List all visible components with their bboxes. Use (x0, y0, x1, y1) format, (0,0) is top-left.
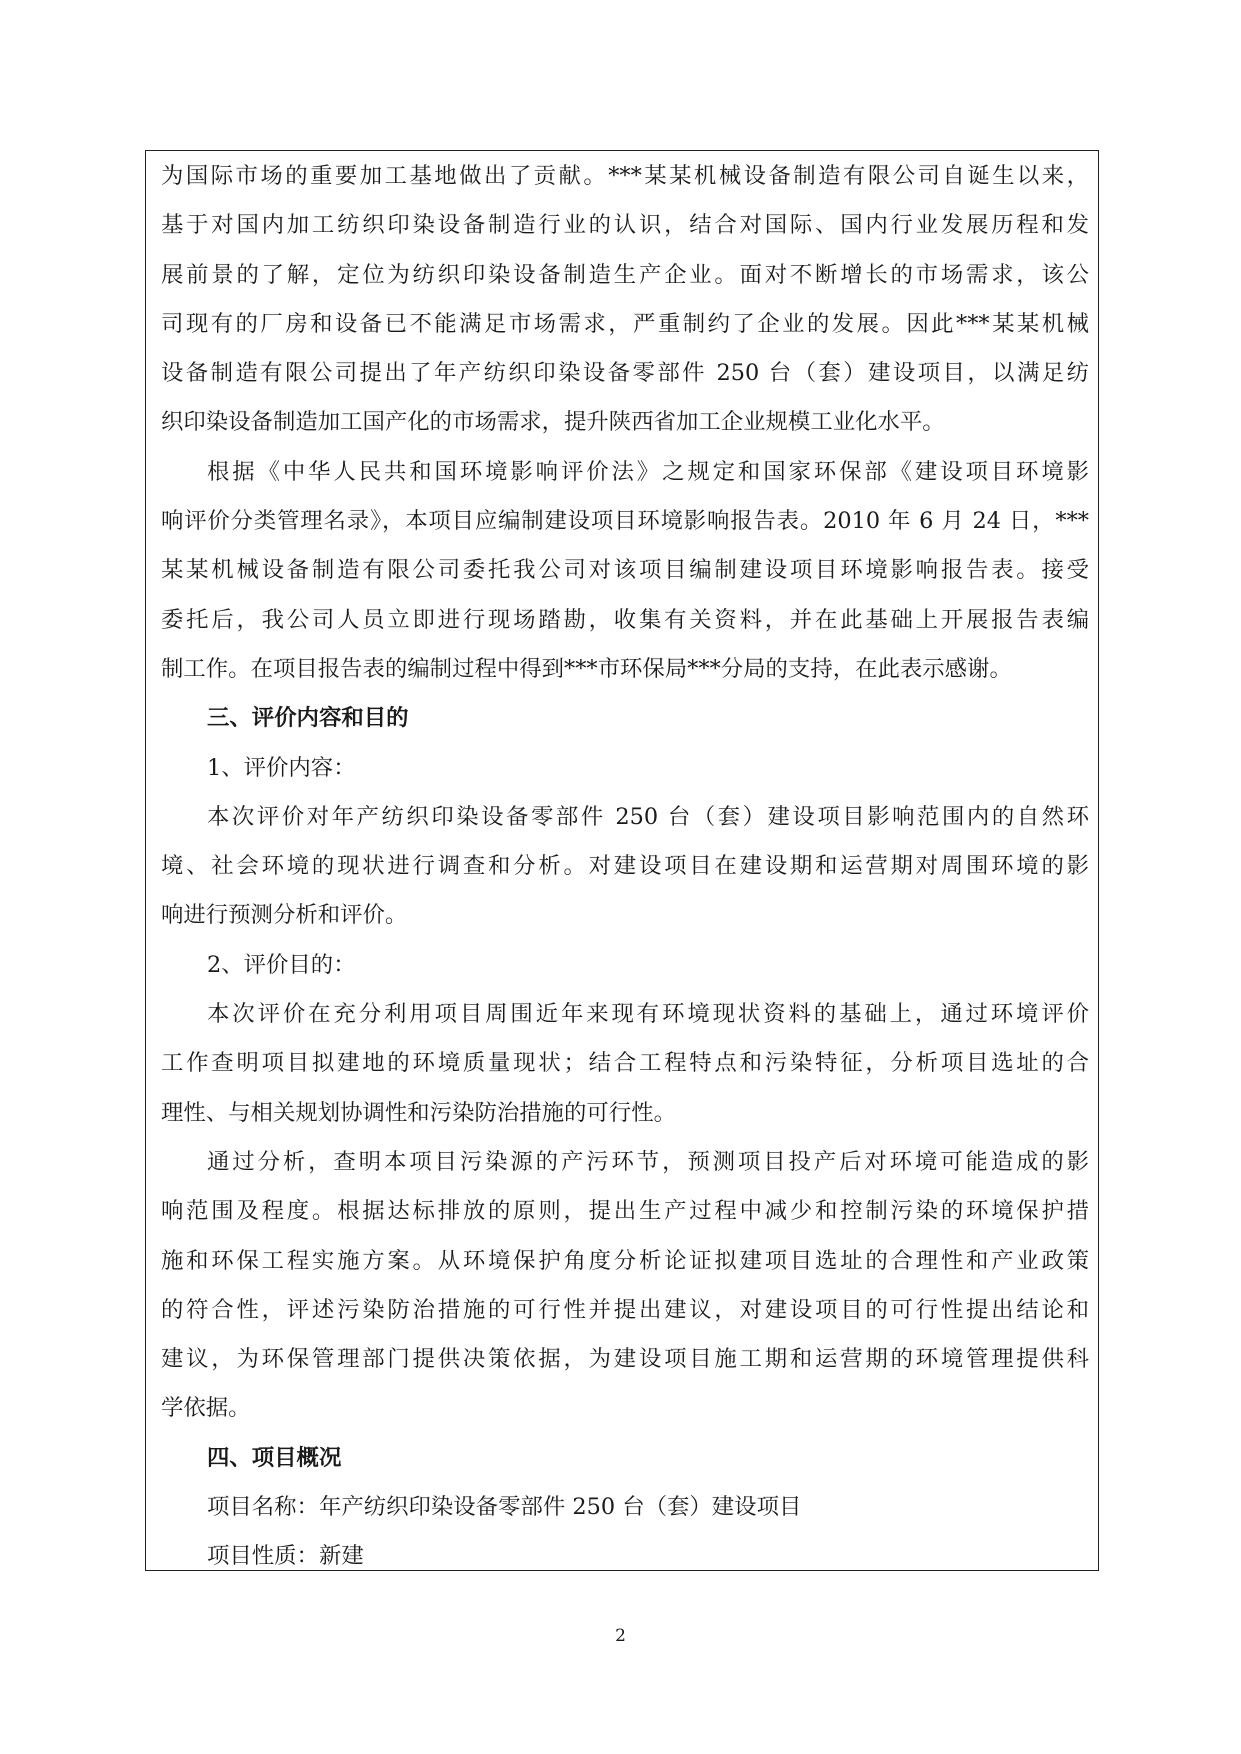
text-line: 通过分析，查明本项目污染源的产污环节，预测项目投产后对环境可能造成的影 (207, 1148, 1089, 1175)
section-heading: 三、评价内容和目的 (207, 705, 409, 732)
text-line: 本次评价在充分利用项目周围近年来现有环境现状资料的基础上，通过环境评价 (207, 1001, 1089, 1028)
text-line: 设备制造有限公司提出了年产纺织印染设备零部件 250 台（套）建设项目，以满足纺 (161, 360, 1089, 387)
text-line: 项目性质：新建 (207, 1543, 364, 1570)
text-line: 本次评价对年产纺织印染设备零部件 250 台（套）建设项目影响范围内的自然环 (207, 803, 1089, 830)
text-line: 委托后，我公司人员立即进行现场踏勘，收集有关资料，并在此基础上开展报告表编 (161, 606, 1089, 633)
text-line: 理性、与相关规划协调性和污染防治措施的可行性。 (161, 1099, 676, 1126)
text-line: 2、评价目的： (207, 951, 356, 978)
text-line: 的符合性，评述污染防治措施的可行性并提出建议，对建设项目的可行性提出结论和 (161, 1296, 1089, 1323)
text-line: 织印染设备制造加工国产化的市场需求，提升陕西省加工企业规模工业化水平。 (161, 409, 945, 436)
text-line: 施和环保工程实施方案。从环境保护角度分析论证拟建项目选址的合理性和产业政策 (161, 1247, 1089, 1274)
text-line: 工作查明项目拟建地的环境质量现状；结合工程特点和污染特征，分析项目选址的合 (161, 1050, 1089, 1077)
document-body (161, 150, 1089, 1580)
text-line: 1、评价内容： (207, 754, 356, 781)
text-line: 响进行预测分析和评价。 (161, 902, 408, 929)
text-line: 境、社会环境的现状进行调查和分析。对建设项目在建设期和运营期对周围环境的影 (161, 853, 1089, 880)
text-line: 响评价分类管理名录》，本项目应编制建设项目环境影响报告表。2010 年 6 月 24 日，*** (161, 508, 1089, 535)
text-line: 响范围及程度。根据达标排放的原则，提出生产过程中减少和控制污染的环境保护措 (161, 1198, 1089, 1225)
text-line: 学依据。 (161, 1395, 251, 1422)
text-line: 根据《中华人民共和国环境影响评价法》之规定和国家环保部《建设项目环境影 (207, 458, 1089, 485)
text-line: 基于对国内加工纺织印染设备制造行业的认识，结合对国际、国内行业发展历程和发 (161, 212, 1089, 239)
text-line: 建议，为环保管理部门提供决策依据，为建设项目施工期和运营期的环境管理提供科 (161, 1346, 1089, 1373)
text-line: 展前景的了解，定位为纺织印染设备制造生产企业。面对不断增长的市场需求，该公 (161, 261, 1089, 288)
text-line: 为国际市场的重要加工基地做出了贡献。***某某机械设备制造有限公司自诞生以来， (161, 163, 1089, 189)
text-line: 制工作。在项目报告表的编制过程中得到***市环保局***分局的支持，在此表示感谢。 (161, 655, 1012, 682)
text-line: 司现有的厂房和设备已不能满足市场需求，严重制约了企业的发展。因此***某某机械 (161, 310, 1089, 337)
text-line: 某某机械设备制造有限公司委托我公司对该项目编制建设项目环境影响报告表。接受 (161, 557, 1089, 584)
page-number: 2 (615, 1626, 626, 1646)
section-heading: 四、项目概况 (207, 1444, 342, 1471)
text-line: 项目名称：年产纺织印染设备零部件 250 台（套）建设项目 (207, 1494, 802, 1521)
